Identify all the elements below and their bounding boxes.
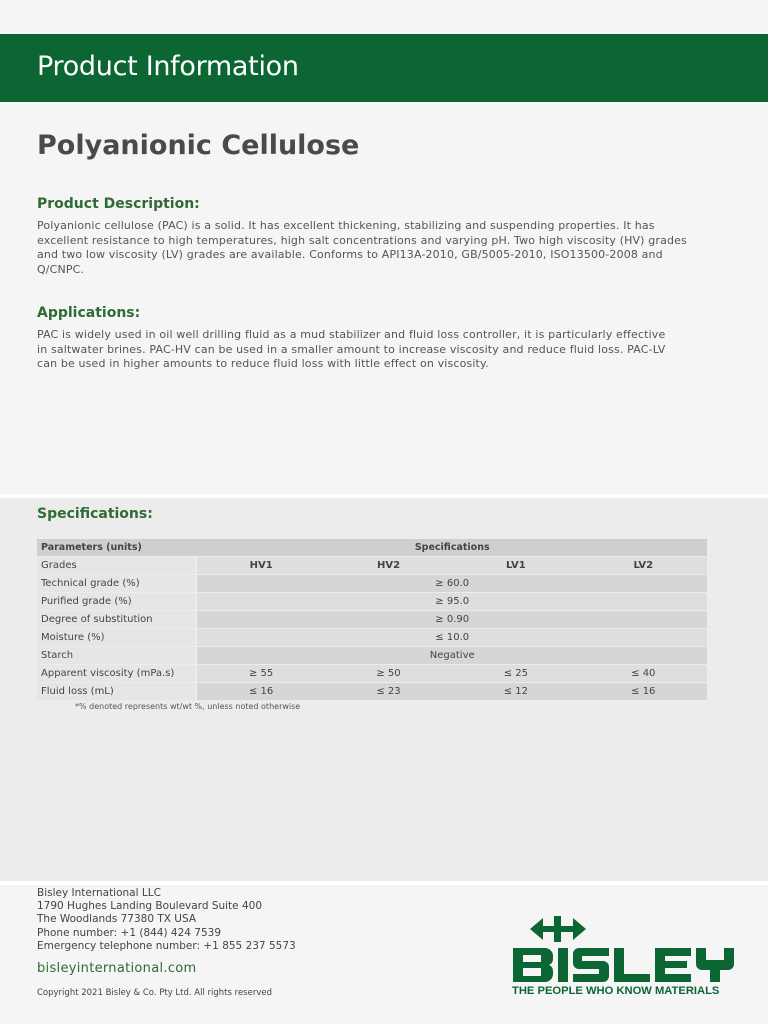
- table-row: [37, 611, 707, 628]
- applications-line: in saltwater brines. PAC-HV can be used in a smaller amount to increase viscosity and reduce fluid loss. PAC-LV: [37, 342, 666, 356]
- top-margin: [0, 0, 768, 34]
- applications-line: can be used in higher amounts to reduce fluid loss with little effect on viscosity.: [37, 357, 489, 370]
- description-text: [37, 219, 717, 277]
- bisley-logo: [510, 914, 735, 998]
- table-row: [37, 665, 707, 682]
- address-line: The Woodlands 77380 TX USA: [37, 913, 197, 926]
- specifications-heading: Specifications:: [37, 506, 153, 522]
- row-value: ≥ 60.0: [197, 575, 707, 592]
- param-column-header: Parameters (units): [37, 539, 195, 556]
- grades-label: Grades: [37, 557, 195, 574]
- table-header-row: [37, 539, 707, 556]
- footer-address: [37, 887, 296, 953]
- table-row: [37, 647, 707, 664]
- row-value: ≥ 50: [325, 665, 452, 682]
- logo-wordmark: [513, 948, 734, 982]
- description-line: Q/CNPC.: [37, 262, 85, 276]
- row-value: ≥ 55: [197, 665, 324, 682]
- company-name: Bisley International LLC: [37, 887, 161, 899]
- row-param: Technical grade (%): [37, 575, 195, 592]
- grade-lv2: LV2: [580, 557, 707, 574]
- description-line: Polyanionic cellulose (PAC) is a solid. It has excellent thickening, stabilizing and suspending properties. It has: [37, 219, 655, 232]
- header-banner: [0, 34, 768, 102]
- applications-line: PAC is widely used in oil well drilling fluid as a mud stabilizer and fluid loss controller, it is particularly effective: [37, 328, 666, 341]
- row-param: Moisture (%): [37, 629, 195, 646]
- row-value: ≤ 25: [452, 665, 579, 682]
- spec-column-header: Specifications: [197, 539, 707, 556]
- grade-hv1: HV1: [197, 557, 324, 574]
- row-param: Degree of substitution: [37, 611, 195, 628]
- specifications-table: [37, 538, 707, 701]
- product-title: Polyanionic Cellulose: [37, 130, 360, 161]
- row-value: ≤ 12: [452, 683, 579, 700]
- applications-text: [37, 328, 717, 372]
- row-value: Negative: [197, 647, 707, 664]
- row-value: ≥ 0.90: [197, 611, 707, 628]
- description-heading: Product Description:: [37, 196, 200, 212]
- row-param: Purified grade (%): [37, 593, 195, 610]
- grade-hv2: HV2: [325, 557, 452, 574]
- row-value: ≤ 16: [197, 683, 324, 700]
- row-value: ≤ 23: [325, 683, 452, 700]
- website-link[interactable]: bisleyinternational.com: [37, 961, 197, 976]
- table-footnote: *% denoted represents wt/wt %, unless noted otherwise: [75, 702, 301, 711]
- row-value: ≤ 16: [580, 683, 707, 700]
- row-param: Apparent viscosity (mPa.s): [37, 665, 195, 682]
- table-row: [37, 683, 707, 700]
- grades-row: [37, 557, 707, 574]
- section-divider: [0, 881, 768, 885]
- emergency-number: Emergency telephone number: +1 855 237 5573: [37, 939, 296, 952]
- row-value: ≤ 10.0: [197, 629, 707, 646]
- description-line: and two low viscosity (LV) grades are available. Conforms to API13A-2010, GB/5005-2010, ISO13500-2008 and: [37, 248, 663, 261]
- table-row: [37, 593, 707, 610]
- description-line: excellent resistance to high temperatures, high salt concentrations and varying pH. Two high viscosity (HV) grades: [37, 233, 687, 247]
- row-param: Starch: [37, 647, 195, 664]
- table-row: [37, 629, 707, 646]
- header-title: Product Information: [37, 51, 299, 82]
- row-value: ≤ 40: [580, 665, 707, 682]
- phone-number: Phone number: +1 (844) 424 7539: [37, 926, 222, 939]
- row-param: Fluid loss (mL): [37, 683, 195, 700]
- row-value: ≥ 95.0: [197, 593, 707, 610]
- double-arrow-icon: [530, 916, 586, 942]
- address-line: 1790 Hughes Landing Boulevard Suite 400: [37, 900, 263, 913]
- copyright-text: Copyright 2021 Bisley & Co. Pty Ltd. All rights reserved: [37, 988, 272, 998]
- grade-lv1: LV1: [452, 557, 579, 574]
- table-row: [37, 575, 707, 592]
- logo-tagline: THE PEOPLE WHO KNOW MATERIALS: [512, 985, 720, 997]
- applications-heading: Applications:: [37, 305, 141, 321]
